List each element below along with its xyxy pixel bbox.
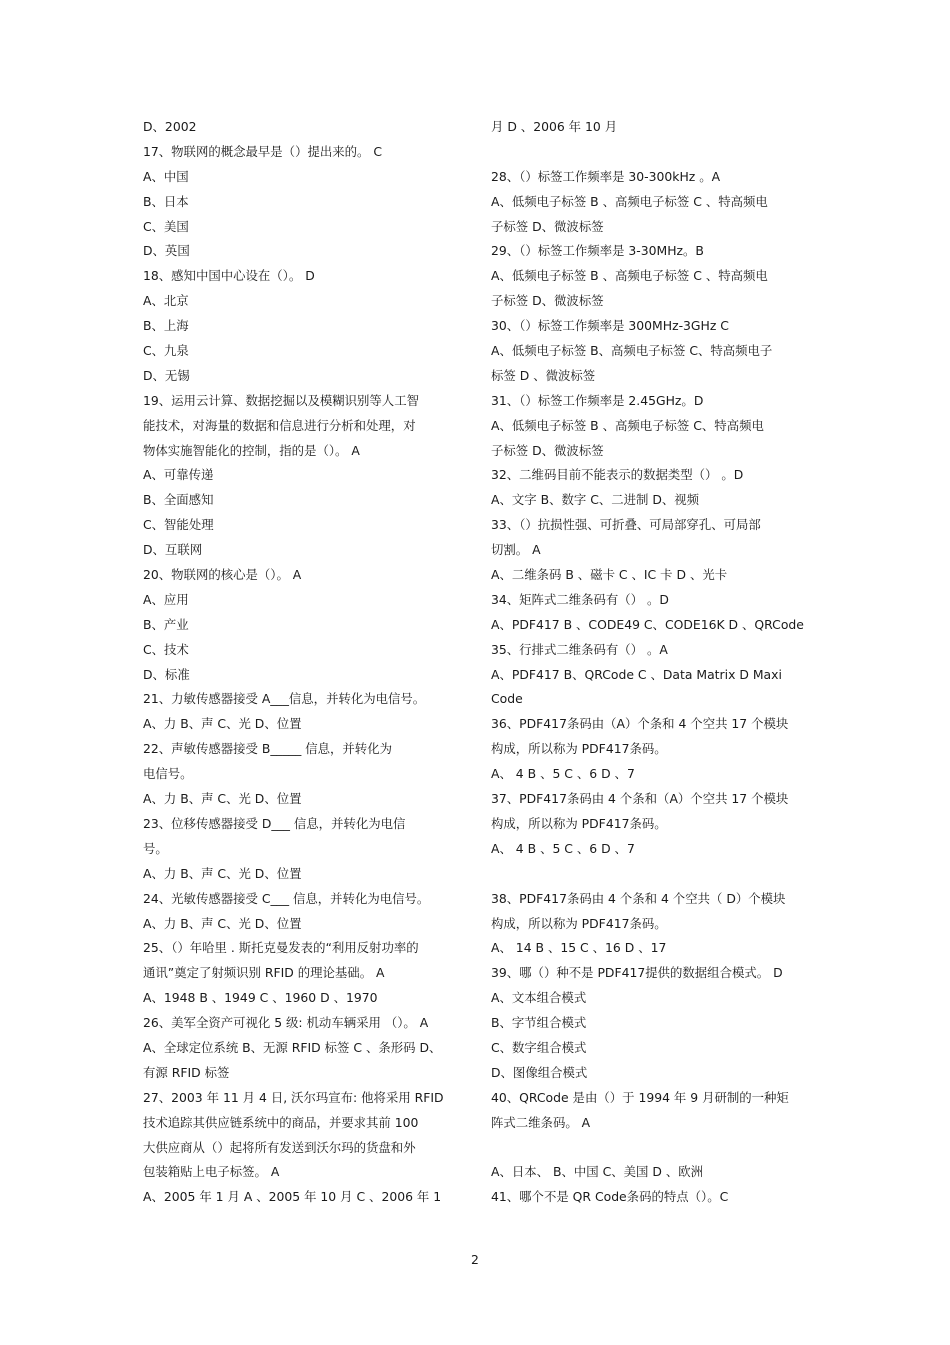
text-line: 阵式二维条码。 A <box>491 1114 591 1130</box>
text-line: B、日本 <box>143 193 189 209</box>
text-line: 构成，所以称为 PDF417条码。 <box>491 741 667 757</box>
text-line: 21、力敏传感器接受 A___信息，并转化为电信号。 <box>143 691 426 707</box>
text-line: 标签 D 、微波标签 <box>491 367 596 383</box>
text-line: 22、声敏传感器接受 B_____ 信息，并转化为 <box>143 741 392 757</box>
text-line: B、产业 <box>143 616 189 632</box>
text-line: A、力 B、声 C、光 D、位置 <box>143 716 302 732</box>
text-line: A、低频电子标签 B 、高频电子标签 C 、特高频电 <box>491 268 768 284</box>
text-line: A、1948 B 、1949 C 、1960 D 、1970 <box>143 990 378 1006</box>
left-column <box>143 115 468 1210</box>
text-line <box>491 1136 811 1161</box>
text-line: D、图像组合模式 <box>491 1064 588 1080</box>
text-line: 23、位移传感器接受 D___ 信息，并转化为电信 <box>143 815 406 831</box>
text-line: 38、PDF417条码由 4 个条和 4 个空共（ D）个模块 <box>491 890 786 906</box>
text-line: 41、哪个不是 QR Code条码的特点（）。C <box>491 1189 729 1205</box>
text-line: 35、行排式二维条码有（） 。A <box>491 641 668 657</box>
page-number: 2 <box>471 1252 479 1267</box>
text-line: C、九泉 <box>143 343 189 359</box>
text-line: 39、哪（）种不是 PDF417提供的数据组合模式。 D <box>491 965 783 981</box>
text-line: A、力 B、声 C、光 D、位置 <box>143 865 302 881</box>
text-line: A、可靠传递 <box>143 467 214 483</box>
text-line: 电信号。 <box>143 766 193 782</box>
text-line: 26、美军全资产可视化 5 级: 机动车辆采用 （）。 A <box>143 1015 429 1031</box>
text-line: 27、2003 年 11 月 4 日, 沃尔玛宣布: 他将采用 RFID <box>143 1089 444 1105</box>
text-line: 包装箱贴上电子标签。 A <box>143 1164 280 1180</box>
text-line: 子标签 D、微波标签 <box>491 442 604 458</box>
text-line: 物体实施智能化的控制，指的是（）。 A <box>143 442 360 458</box>
text-line: B、全面感知 <box>143 492 214 508</box>
text-line: A、中国 <box>143 168 189 184</box>
text-line: 28、（）标签工作频率是 30-300kHz 。A <box>491 168 721 184</box>
text-line: 20、物联网的核心是（）。 A <box>143 567 302 583</box>
text-line: Code <box>491 691 523 707</box>
text-line: 32、二维码目前不能表示的数据类型（） 。D <box>491 467 744 483</box>
text-line: C、数字组合模式 <box>491 1039 587 1055</box>
text-line: A、北京 <box>143 293 189 309</box>
text-line: A、日本、 B、中国 C、美国 D 、欧洲 <box>491 1164 704 1180</box>
text-line: 29、（）标签工作频率是 3-30MHz。B <box>491 243 704 259</box>
text-line: 有源 RFID 标签 <box>143 1064 230 1080</box>
text-line: A、力 B、声 C、光 D、位置 <box>143 915 302 931</box>
text-line: 通讯”奠定了射频识别 RFID 的理论基础。 A <box>143 965 385 981</box>
text-line: 大供应商从（）起将所有发送到沃尔玛的货盘和外 <box>143 1139 416 1155</box>
text-line: 40、QRCode 是由（）于 1994 年 9 月研制的一种矩 <box>491 1089 789 1105</box>
text-line: A、文本组合模式 <box>491 990 587 1006</box>
text-line: B、字节组合模式 <box>491 1015 587 1031</box>
text-line: A、力 B、声 C、光 D、位置 <box>143 791 302 807</box>
text-line: A、应用 <box>143 591 189 607</box>
text-line: 技术追踪其供应链系统中的商品，并要求其前 100 <box>143 1114 419 1130</box>
text-line: 17、物联网的概念最早是（）提出来的。 C <box>143 143 382 159</box>
text-line: 子标签 D、微波标签 <box>491 218 604 234</box>
text-line: 31、（）标签工作频率是 2.45GHz。D <box>491 392 704 408</box>
text-line: A、全球定位系统 B、无源 RFID 标签 C 、条形码 D、 <box>143 1039 442 1055</box>
text-line: D、无锡 <box>143 367 190 383</box>
text-line: 24、光敏传感器接受 C___ 信息，并转化为电信号。 <box>143 890 430 906</box>
text-line: 构成，所以称为 PDF417条码。 <box>491 915 667 931</box>
text-line: 子标签 D、微波标签 <box>491 293 604 309</box>
text-line: A、 4 B 、5 C 、6 D 、7 <box>491 766 635 782</box>
text-line: A、 14 B 、15 C 、16 D 、17 <box>491 940 667 956</box>
text-line: 切割。 A <box>491 542 541 558</box>
text-line: 30、（）标签工作频率是 300MHz-3GHz C <box>491 318 729 334</box>
text-line: A、文字 B、数字 C、二进制 D、视频 <box>491 492 700 508</box>
text-line: 能技术，对海量的数据和信息进行分析和处理，对 <box>143 417 416 433</box>
text-line: 36、PDF417条码由（A）个条和 4 个空共 17 个模块 <box>491 716 789 732</box>
text-line: 月 D 、2006 年 10 月 <box>491 119 618 134</box>
text-line: A、低频电子标签 B 、高频电子标签 C、特高频电 <box>491 417 764 433</box>
text-line: A、PDF417 B、QRCode C 、Data Matrix D Maxi <box>491 666 782 682</box>
text-line <box>491 140 811 165</box>
text-line: C、美国 <box>143 218 189 234</box>
text-line: 37、PDF417条码由 4 个条和（A）个空共 17 个模块 <box>491 791 789 807</box>
text-line: 号。 <box>143 840 168 856</box>
text-line: 18、感知中国中心设在（）。 D <box>143 268 315 284</box>
text-line: D、2002 <box>143 119 197 134</box>
text-line: A、2005 年 1 月 A 、2005 年 10 月 C 、2006 年 1 <box>143 1189 442 1205</box>
text-line: 25、（）年哈里 . 斯托克曼发表的“利用反射功率的 <box>143 940 419 956</box>
text-line: B、上海 <box>143 318 189 334</box>
text-line: D、标准 <box>143 666 190 682</box>
text-line: D、英国 <box>143 243 190 259</box>
text-line: D、互联网 <box>143 542 203 558</box>
text-line: C、智能处理 <box>143 517 214 533</box>
text-line: C、技术 <box>143 641 189 657</box>
text-line <box>491 862 811 887</box>
text-line: 构成，所以称为 PDF417条码。 <box>491 815 667 831</box>
text-line: 33、（）抗损性强、可折叠、可局部穿孔、可局部 <box>491 517 761 533</box>
text-line: A、二维条码 B 、磁卡 C 、IC 卡 D 、光卡 <box>491 567 728 583</box>
text-line: A、低频电子标签 B、高频电子标签 C、特高频电子 <box>491 343 773 359</box>
text-line: A、 4 B 、5 C 、6 D 、7 <box>491 840 635 856</box>
text-line: A、PDF417 B 、CODE49 C、CODE16K D 、QRCode <box>491 616 804 632</box>
text-line: 34、矩阵式二维条码有（） 。D <box>491 591 669 607</box>
text-line: 19、运用云计算、数据挖掘以及模糊识别等人工智 <box>143 392 419 408</box>
right-column <box>491 115 811 1210</box>
text-line: A、低频电子标签 B 、高频电子标签 C 、特高频电 <box>491 193 768 209</box>
